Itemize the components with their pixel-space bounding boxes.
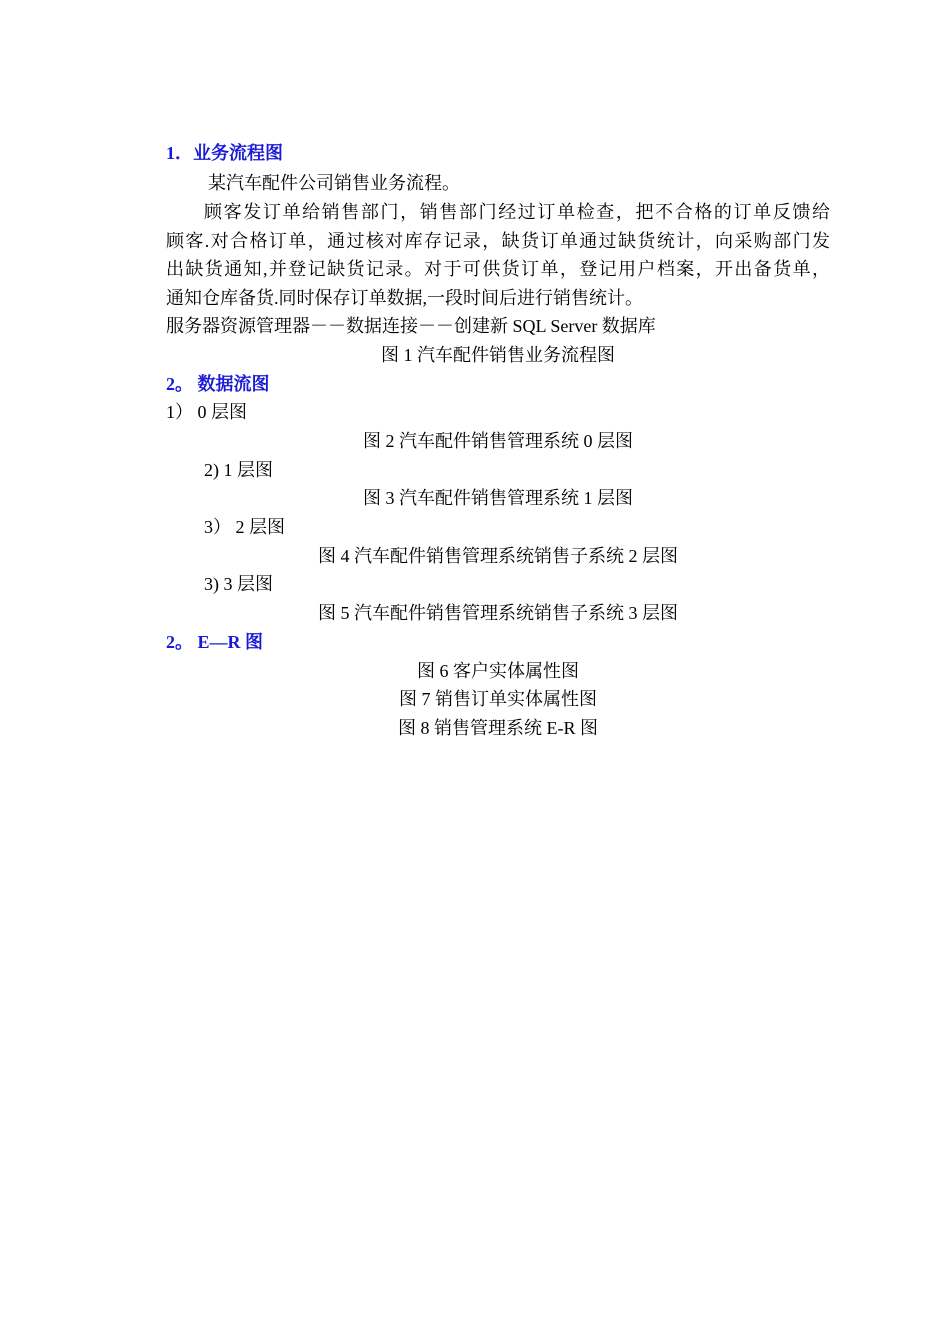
dfd-level-label: 1） 0 层图: [166, 402, 247, 422]
dfd-level-label: 3) 3 层图: [204, 574, 273, 594]
section3-heading: 2。 E—R 图: [166, 632, 264, 652]
figure-caption-2: 图 2 汽车配件销售管理系统 0 层图: [363, 431, 633, 451]
section1-intro: 某汽车配件公司销售业务流程。: [208, 173, 460, 193]
figure-caption-1: 图 1 汽车配件销售业务流程图: [381, 345, 615, 365]
figure-caption-5: 图 5 汽车配件销售管理系统销售子系统 3 层图: [318, 603, 678, 623]
paragraph-line-3: 出缺货通知,并登记缺货记录。对于可供货订单，登记用户档案，开出备货单，: [166, 259, 830, 279]
server-note: 服务器资源管理器－－数据连接－－创建新 SQL Server 数据库: [166, 316, 656, 336]
figure-caption-7: 图 7 销售订单实体属性图: [399, 689, 597, 709]
section2-heading: 2。 数据流图: [166, 374, 270, 394]
paragraph-line-4: 通知仓库备货.同时保存订单数据,一段时间后进行销售统计。: [166, 288, 643, 308]
paragraph-line-1: 顾客发订单给销售部门，销售部门经过订单检查，把不合格的订单反馈给: [204, 202, 830, 222]
dfd-level-label: 3） 2 层图: [204, 517, 285, 537]
figure-caption-8: 图 8 销售管理系统 E-R 图: [398, 718, 598, 738]
paragraph-line-2: 顾客.对合格订单，通过核对库存记录，缺货订单通过缺货统计，向采购部门发: [166, 231, 830, 251]
figure-caption-6: 图 6 客户实体属性图: [417, 661, 579, 681]
figure-caption-4: 图 4 汽车配件销售管理系统销售子系统 2 层图: [318, 546, 678, 566]
section1-heading: 1．业务流程图: [166, 143, 283, 163]
figure-caption-3: 图 3 汽车配件销售管理系统 1 层图: [363, 488, 633, 508]
dfd-level-label: 2) 1 层图: [204, 460, 273, 480]
